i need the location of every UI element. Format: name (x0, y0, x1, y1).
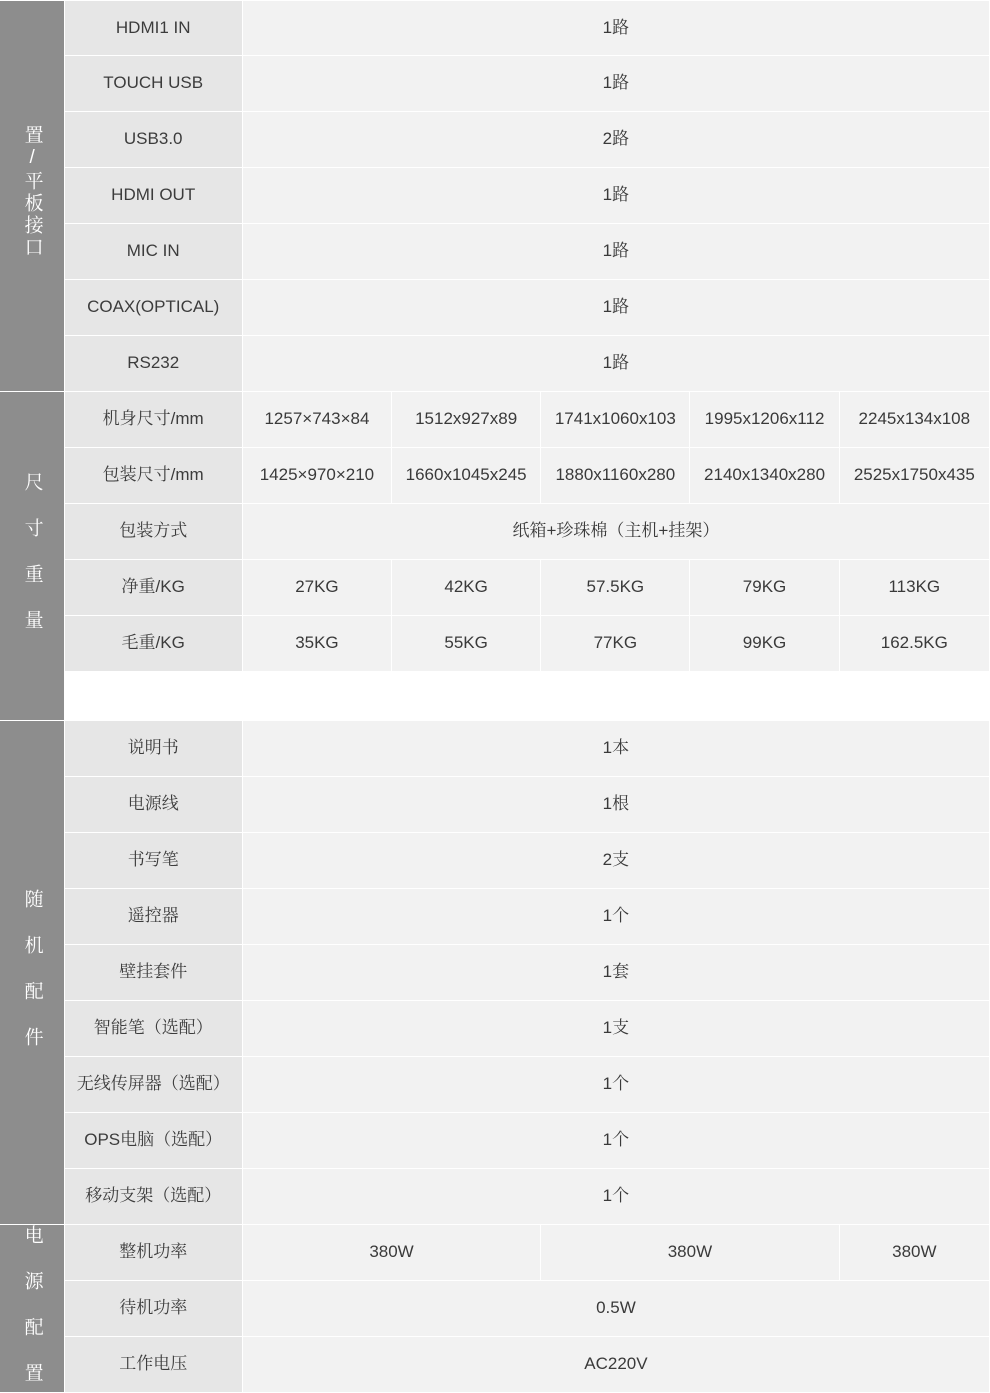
spacer-row (0, 672, 990, 721)
row-value: 2路 (242, 112, 989, 168)
table-row (0, 1, 990, 56)
row-label: 无线传屏器（选配） (64, 1057, 242, 1113)
table-row (0, 616, 990, 672)
row-value: 1个 (242, 889, 989, 945)
row-value: 77KG (541, 616, 690, 672)
table-row (0, 56, 990, 112)
row-label: 包装方式 (64, 504, 242, 560)
row-value: 2支 (242, 833, 989, 889)
row-value: 42KG (392, 560, 541, 616)
row-value: 1660x1045x245 (392, 448, 541, 504)
row-label: HDMI OUT (64, 168, 242, 224)
table-row (0, 777, 990, 833)
category-accessories-label: 随 机 配 件 (21, 888, 43, 1049)
row-label: HDMI1 IN (64, 1, 242, 56)
row-value: 99KG (690, 616, 839, 672)
row-label: 整机功率 (64, 1225, 242, 1281)
row-value: 380W (242, 1225, 540, 1281)
row-value: 1个 (242, 1113, 989, 1169)
table-row (0, 721, 990, 777)
row-value: 2140x1340x280 (690, 448, 839, 504)
row-value: 380W (839, 1225, 989, 1281)
row-label: 净重/KG (64, 560, 242, 616)
table-row (0, 833, 990, 889)
row-label: 机身尺寸/mm (64, 392, 242, 448)
table-row (0, 392, 990, 448)
category-interface-label: 置/平板接口 (21, 125, 43, 260)
row-value: 1支 (242, 1001, 989, 1057)
row-label: 工作电压 (64, 1337, 242, 1393)
category-dimension (0, 392, 64, 721)
row-value: 1425×970×210 (242, 448, 391, 504)
table-row (0, 504, 990, 560)
row-value: 113KG (839, 560, 989, 616)
table-row (0, 168, 990, 224)
table-row (0, 889, 990, 945)
table-row (0, 1113, 990, 1169)
row-label: 说明书 (64, 721, 242, 777)
row-value: 1路 (242, 224, 989, 280)
table-row (0, 280, 990, 336)
row-value: 55KG (392, 616, 541, 672)
row-label: RS232 (64, 336, 242, 392)
row-value: 1路 (242, 1, 989, 56)
category-power-label: 电 源 配 置 (21, 1224, 43, 1385)
row-label: 包装尺寸/mm (64, 448, 242, 504)
row-value: 0.5W (242, 1281, 989, 1337)
row-value: 1880x1160x280 (541, 448, 690, 504)
row-value: AC220V (242, 1337, 989, 1393)
row-label: 智能笔（选配） (64, 1001, 242, 1057)
table-row (0, 224, 990, 280)
row-value: 2245x134x108 (839, 392, 989, 448)
row-value: 380W (541, 1225, 839, 1281)
row-label: USB3.0 (64, 112, 242, 168)
row-value: 35KG (242, 616, 391, 672)
row-value: 1套 (242, 945, 989, 1001)
row-value: 162.5KG (839, 616, 989, 672)
row-value: 1741x1060x103 (541, 392, 690, 448)
row-value: 纸箱+珍珠棉（主机+挂架） (242, 504, 989, 560)
category-power (0, 1225, 64, 1393)
table-row (0, 1057, 990, 1113)
row-label: COAX(OPTICAL) (64, 280, 242, 336)
category-dimension-label: 尺 寸 重 量 (21, 472, 43, 633)
row-label: MIC IN (64, 224, 242, 280)
row-value: 1512x927x89 (392, 392, 541, 448)
row-value: 1路 (242, 168, 989, 224)
table-row (0, 1001, 990, 1057)
row-label: 毛重/KG (64, 616, 242, 672)
row-label: 书写笔 (64, 833, 242, 889)
row-label: 遥控器 (64, 889, 242, 945)
row-value: 2525x1750x435 (839, 448, 989, 504)
row-label: 移动支架（选配） (64, 1169, 242, 1225)
row-value: 1257×743×84 (242, 392, 391, 448)
table-row (0, 1337, 990, 1393)
row-label: 待机功率 (64, 1281, 242, 1337)
row-label: TOUCH USB (64, 56, 242, 112)
row-value: 1路 (242, 336, 989, 392)
table-row (0, 448, 990, 504)
row-value: 1路 (242, 56, 989, 112)
row-value: 79KG (690, 560, 839, 616)
category-accessories (0, 721, 64, 1225)
row-value: 57.5KG (541, 560, 690, 616)
row-value: 27KG (242, 560, 391, 616)
table-row (0, 1225, 990, 1281)
spacer-cell (64, 672, 989, 721)
table-row (0, 336, 990, 392)
table-row (0, 1281, 990, 1337)
table-row (0, 560, 990, 616)
category-interface (0, 1, 64, 392)
row-label: 电源线 (64, 777, 242, 833)
row-value: 1995x1206x112 (690, 392, 839, 448)
row-value: 1路 (242, 280, 989, 336)
row-value: 1个 (242, 1169, 989, 1225)
row-label: 壁挂套件 (64, 945, 242, 1001)
table-row (0, 1169, 990, 1225)
table-row (0, 112, 990, 168)
row-value: 1个 (242, 1057, 989, 1113)
row-value: 1根 (242, 777, 989, 833)
row-label: OPS电脑（选配） (64, 1113, 242, 1169)
table-row (0, 945, 990, 1001)
row-value: 1本 (242, 721, 989, 777)
